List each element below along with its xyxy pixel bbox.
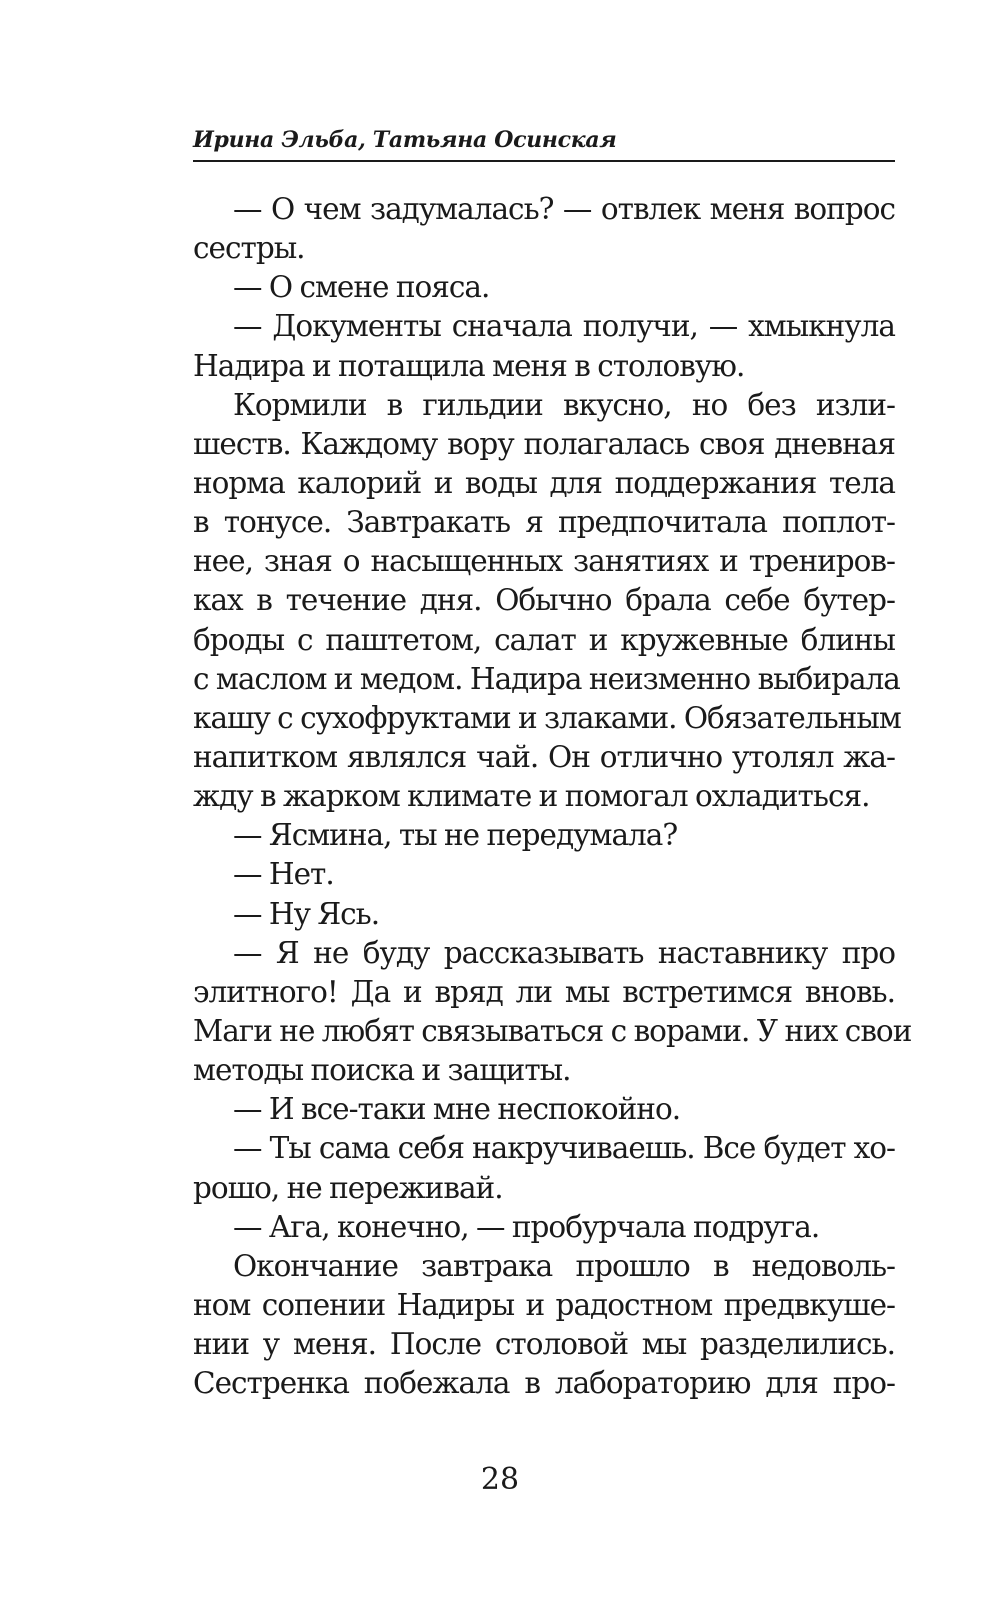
text-line: жду в жарком климате и помогал охладиться. [193, 779, 870, 814]
text-line: методы поиска и защиты. [193, 1053, 571, 1088]
text-line: сестры. [193, 231, 305, 266]
header-rule [193, 160, 895, 162]
text-line: — Ага, конечно, — пробурчала подруга. [233, 1209, 820, 1244]
text-line: — О смене пояса. [233, 270, 490, 305]
text-line: Надира и потащила меня в столовую. [193, 348, 745, 383]
body-text [193, 190, 912, 1403]
text-line: нее, зная о насыщенных занятиях и трениров- [193, 544, 895, 579]
text-line: кашу с сухофруктами и злаками. Обязательным [193, 700, 901, 735]
text-line: Окончание завтрака прошло в недоволь- [233, 1248, 895, 1283]
text-line: шеств. Каждому вору полагалась своя дневная [193, 426, 895, 461]
text-line: норма калорий и воды для поддержания тела [193, 465, 895, 500]
page-number: 28 [480, 1462, 520, 1497]
text-line: Маги не любят связываться с ворами. У них свои [193, 1013, 912, 1048]
running-title: Ирина Эльба, Татьяна Осинская [193, 127, 617, 153]
text-line: Сестренка побежала в лабораторию для про- [193, 1366, 895, 1401]
text-line: ках в течение дня. Обычно брала себе бутер- [193, 583, 895, 618]
text-line: — О чем задумалась? — отвлек меня вопрос [233, 192, 895, 226]
text-line: броды с паштетом, салат и кружевные блины [193, 622, 895, 657]
text-line: — Ты сама себя накручиваешь. Все будет хо- [233, 1131, 895, 1166]
text-line: Кормили в гильдии вкусно, но без изли- [233, 387, 895, 422]
text-line: — Я не буду рассказывать наставнику про [233, 935, 895, 970]
text-line: с маслом и медом. Надира неизменно выбирала [193, 661, 900, 696]
text-line: напитком являлся чай. Он отлично утолял жа- [193, 739, 895, 774]
text-line: ном сопении Надиры и радостном предвкуше- [193, 1287, 895, 1322]
text-line: — Нет. [233, 857, 334, 892]
text-line: рошо, не переживай. [193, 1170, 503, 1205]
text-line: нии у меня. После столовой мы разделились. [193, 1327, 895, 1362]
text-line: элитного! Да и вряд ли мы встретимся вновь. [193, 974, 895, 1009]
running-header [193, 122, 895, 162]
text-line: — И все-таки мне неспокойно. [233, 1092, 681, 1127]
text-line: в тонусе. Завтракать я предпочитала поплот- [193, 505, 895, 540]
text-line: — Ну Ясь. [233, 896, 380, 931]
text-line: — Ясмина, ты не передумала? [233, 818, 678, 853]
text-line: — Документы сначала получи, — хмыкнула [233, 309, 895, 344]
